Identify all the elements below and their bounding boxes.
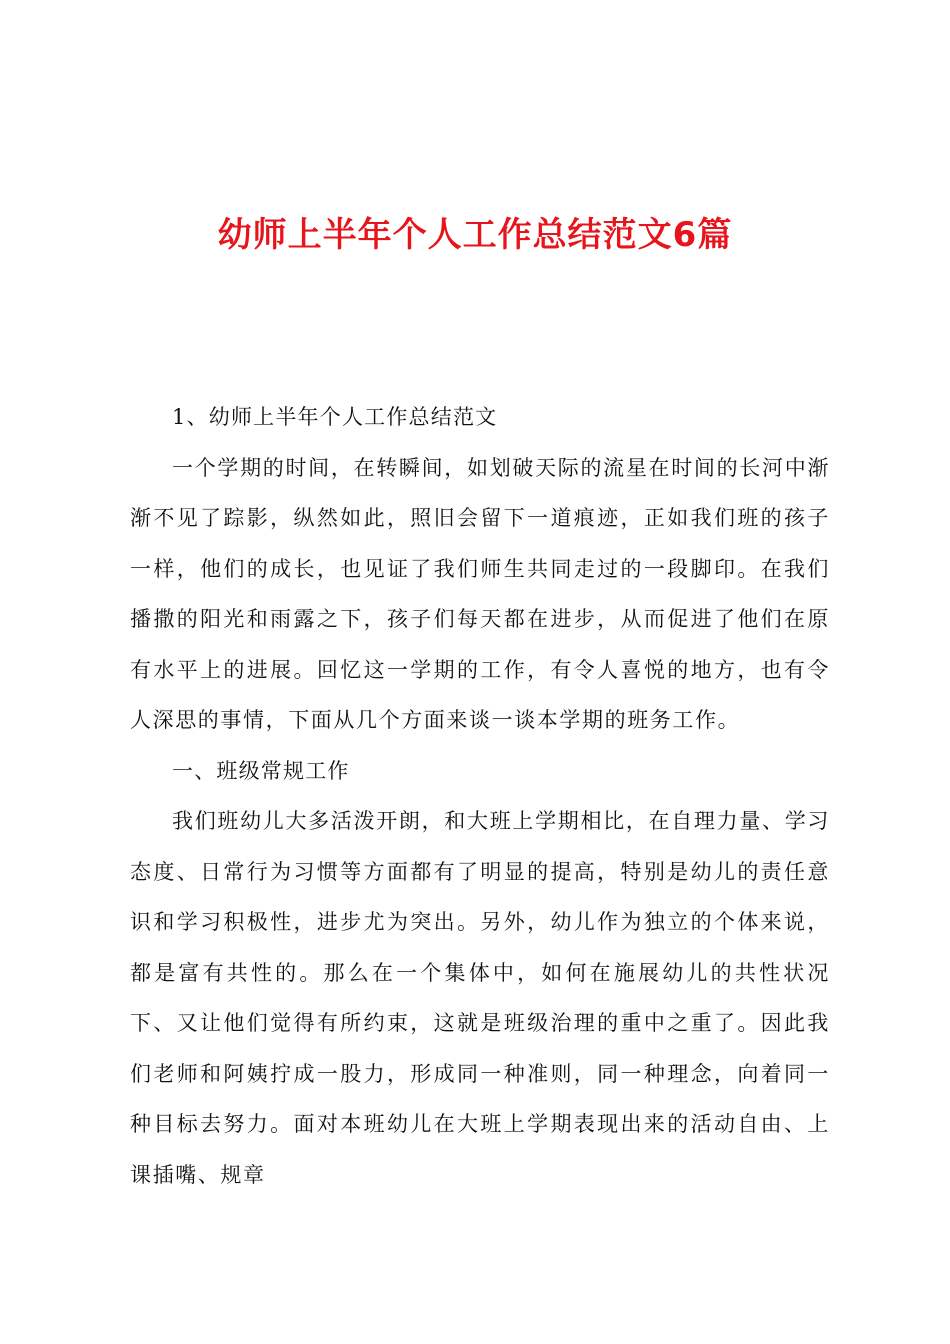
section-heading-class-routine: 一、班级常规工作 <box>172 758 350 783</box>
body-paragraph-1: 一个学期的时间，在转瞬间，如划破天际的流星在时间的长河中渐渐不见了踪影，纵然如此，照旧会留下一道痕迹，正如我们班的孩子一样，他们的成长，也见证了我们师生共同走过的一段脚印。在我们播撒的阳光和雨露之下，孩子们每天都在进步，从而促进了他们在原有水平上的进展。回忆这一学期的工作，有令人喜悦的地方，也有令人深思的事情，下面从几个方面来谈一谈本学期的班务工作。 <box>130 455 830 732</box>
body-paragraph-2: 我们班幼儿大多活泼开朗，和大班上学期相比，在自理力量、学习态度、日常行为习惯等方面都有了明显的提高，特别是幼儿的责任意识和学习积极性，进步尤为突出。另外，幼儿作为独立的个体来说，都是富有共性的。那么在一个集体中，如何在施展幼儿的共性状况下、又让他们觉得有所约束，这就是班级治理的重中之重了。因此我们老师和阿姨拧成一股力，形成同一种准则，同一种理念，向着同一种目标去努力。面对本班幼儿在大班上学期表现出来的活动自由、上课插嘴、规章 <box>130 809 830 1187</box>
section-heading-1: 1、幼师上半年个人工作总结范文 <box>172 405 498 429</box>
document-body <box>130 392 830 1200</box>
document-title: 幼师上半年个人工作总结范文6篇 <box>217 215 733 255</box>
